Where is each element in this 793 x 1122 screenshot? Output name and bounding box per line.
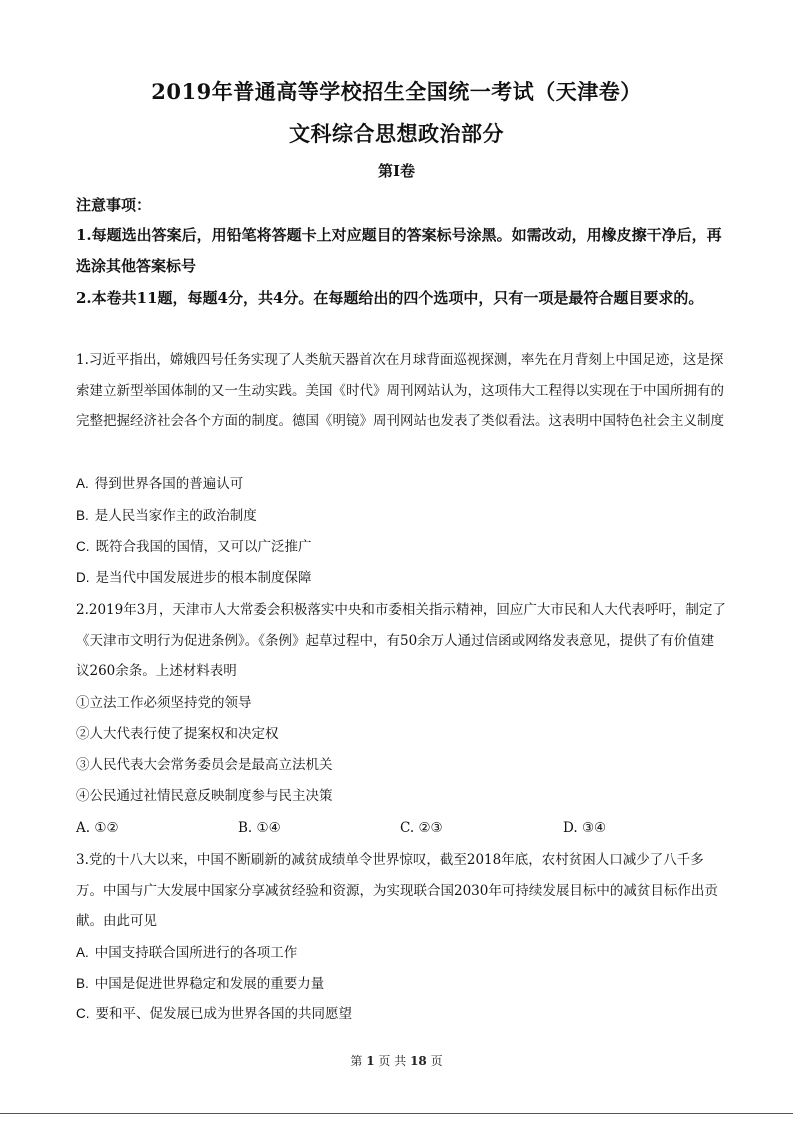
question-1-option-a: A. 得到世界各国的普遍认可 (76, 476, 244, 492)
footer-mid: 页 共 (378, 1054, 407, 1068)
question-2-stem: 2.2019年3月，天津市人大常委会积极落实中央和市委相关指示精神，回应广大市民和人大代表呼吁，制定了《天津市文明行为促进条例》。《条例》起草过程中，有50余万人通过信函或网络发表意见，提供了有价值建议260余条。上述材料表明 (76, 602, 726, 679)
question-3-option-b: B. 中国是促进世界稳定和发展的重要力量 (76, 976, 325, 992)
question-2-item-2: ②人大代表行使了提案权和决定权 (76, 726, 279, 742)
question-3-option-a: A. 中国支持联合国所进行的各项工作 (76, 945, 298, 961)
question-2-item-4: ④公民通过社情民意反映制度参与民主决策 (76, 788, 333, 804)
page-number: 1 (366, 1054, 375, 1068)
exam-subtitle: 文科综合思想政治部分 (289, 121, 504, 146)
question-1-option-b: B. 是人民当家作主的政治制度 (76, 508, 257, 524)
notice-item-2: 2.本卷共11题，每题4分，共4分。在每题给出的四个选项中，只有一项是最符合题目要求的。 (76, 289, 704, 307)
page-footer (0, 1052, 793, 1069)
question-3-option-c: C. 要和平、促发展已成为世界各国的共同愿望 (76, 1006, 352, 1022)
question-3-stem: 3.党的十八大以来，中国不断刷新的减贫成绩单令世界惊叹，截至2018年底，农村贫困人口减少了八千多万。中国与广大发展中国家分享减贫经验和资源，为实现联合国2030年可持续发展目标中的减贫目标作出贡献。由此可见 (76, 852, 718, 929)
question-2-item-1: ①立法工作必须坚持党的领导 (76, 695, 252, 711)
notice-item-1: 1.每题选出答案后，用铅笔将答题卡上对应题目的答案标号涂黑。如需改动，用橡皮擦干净后，再选涂其他答案标号 (76, 226, 722, 275)
question-1-option-c: C. 既符合我国的国情，又可以广泛推广 (76, 539, 312, 555)
volume-label: 第Ⅰ卷 (377, 162, 416, 180)
question-2-option-b: B. ①④ (238, 820, 281, 836)
question-1-stem: 1.习近平指出，嫦娥四号任务实现了人类航天器首次在月球背面巡视探测，率先在月背刻上中国足迹，这是探索建立新型举国体制的又一生动实践。美国《时代》周刊网站认为，这项伟大工程得以实现在于中国所拥有的完整把握经济社会各个方面的制度。德国《明镜》周刊网站也发表了类似看法。这表明中国特色社会主义制度 (76, 352, 724, 429)
question-2-item-3: ③人民代表大会常务委员会是最高立法机关 (76, 757, 333, 773)
footer-suffix: 页 (430, 1054, 443, 1068)
question-2-option-d: D. ③④ (563, 820, 607, 836)
footer-prefix: 第 (350, 1054, 363, 1068)
exam-title: 2019年普通高等学校招生全国统一考试（天津卷） (151, 79, 642, 104)
question-2-options (76, 813, 726, 843)
page-total: 18 (410, 1054, 427, 1068)
question-1-option-d: D. 是当代中国发展进步的根本制度保障 (76, 570, 312, 586)
notice-heading: 注意事项： (76, 196, 152, 214)
question-2-option-a: A. ①② (76, 820, 119, 836)
question-2-option-c: C. ②③ (400, 820, 443, 836)
bottom-rule (0, 1113, 793, 1114)
